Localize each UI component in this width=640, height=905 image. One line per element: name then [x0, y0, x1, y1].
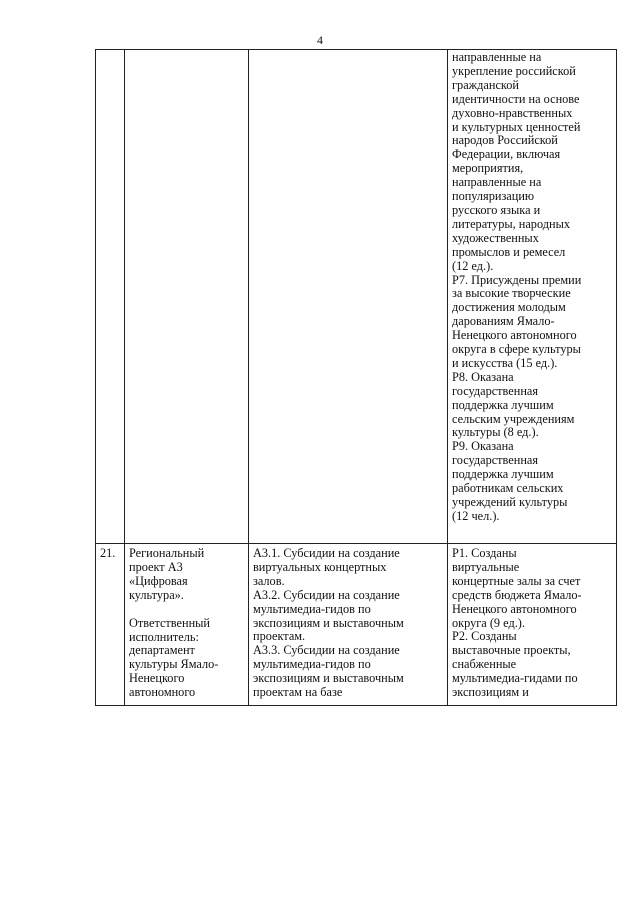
- result-text-line: государственная: [452, 453, 539, 468]
- result-text-line: учреждений культуры: [452, 495, 568, 509]
- executor-text-line: департамент: [129, 643, 195, 658]
- program-table: [95, 49, 617, 706]
- spacer: [129, 603, 244, 617]
- action-text-line: проектам на базе: [253, 685, 343, 700]
- result-text-line: экспозициям и: [452, 685, 529, 700]
- actions-cell: [249, 50, 448, 544]
- result-text-line: промыслов и ремесел: [452, 244, 566, 259]
- result-text-line: Р7. Присуждены премии: [452, 272, 582, 287]
- result-text-line: направленные на: [452, 175, 542, 190]
- results-cell: [448, 50, 617, 544]
- result-text-line: выставочные проекты,: [452, 643, 571, 658]
- executor-text-line: Ответственный: [129, 615, 210, 630]
- executor-text-line: Ненецкого: [129, 671, 185, 686]
- action-text-line: экспозициям и выставочным: [253, 615, 404, 630]
- results-cell: [448, 544, 617, 706]
- page-number: 4: [317, 33, 323, 47]
- result-text-line: Р9. Оказана: [452, 439, 514, 454]
- action-text-line: залов.: [253, 573, 285, 588]
- action-text-line: А3.2. Субсидии на создание: [253, 587, 400, 602]
- action-text-line: проектам.: [253, 629, 306, 644]
- result-text-line: направленные на: [452, 50, 542, 64]
- result-text-line: русского языка и: [452, 202, 541, 217]
- result-text-line: округа (9 ед.).: [452, 615, 525, 630]
- action-text-line: мультимедиа-гидов по: [253, 601, 371, 616]
- result-text-line: дарованиям Ямало-: [452, 314, 555, 329]
- result-text-line: сельским учреждениям: [452, 411, 575, 426]
- action-text-line: мультимедиа-гидов по: [253, 657, 371, 672]
- actions-cell: [249, 544, 448, 706]
- project-text-line: проект А3: [129, 559, 183, 574]
- project-text-line: культура».: [129, 587, 184, 602]
- action-text-line: А3.3. Субсидии на создание: [253, 643, 400, 658]
- result-text-line: работникам сельских: [452, 481, 564, 496]
- result-text-line: Ненецкого автономного: [452, 328, 577, 343]
- table-row: [96, 544, 617, 706]
- project-text-line: Региональный: [129, 546, 205, 560]
- result-text-line: мультимедиа-гидами по: [452, 671, 578, 686]
- result-text-line: культуры (8 ед.).: [452, 425, 539, 440]
- result-text-line: и культурных ценностей: [452, 119, 581, 134]
- result-text-line: литературы, народных: [452, 216, 570, 231]
- action-text-line: виртуальных концертных: [253, 559, 387, 574]
- result-text-line: поддержка лучшим: [452, 467, 554, 482]
- result-text-line: популяризацию: [452, 189, 535, 204]
- result-text-line: поддержка лучшим: [452, 397, 554, 412]
- result-text-line: Р2. Созданы: [452, 629, 517, 644]
- row-number: 21.: [100, 546, 116, 560]
- result-text-line: мероприятия,: [452, 161, 524, 176]
- result-text-line: гражданской: [452, 77, 519, 92]
- result-text-line: округа в сфере культуры: [452, 342, 581, 357]
- project-text-line: «Цифровая: [129, 573, 188, 588]
- result-text-line: укрепление российской: [452, 63, 576, 78]
- executor-text-line: исполнитель:: [129, 629, 199, 644]
- result-text-line: Федерации, включая: [452, 147, 561, 162]
- result-text-line: средств бюджета Ямало-: [452, 587, 582, 602]
- executor-text-line: автономного: [129, 685, 196, 700]
- result-text-line: художественных: [452, 230, 539, 245]
- executor-text-line: культуры Ямало-: [129, 657, 219, 672]
- action-text-line: А3.1. Субсидии на создание: [253, 546, 400, 560]
- result-text-line: достижения молодым: [452, 300, 566, 315]
- result-text-line: снабженные: [452, 657, 517, 672]
- result-text-line: Р1. Созданы: [452, 546, 517, 560]
- project-cell: [125, 544, 249, 706]
- result-text-line: идентичности на основе: [452, 91, 580, 106]
- result-text-line: духовно-нравственных: [452, 105, 573, 120]
- result-text-line: концертные залы за счет: [452, 573, 581, 588]
- result-text-line: Р8. Оказана: [452, 369, 514, 384]
- result-text-line: народов Российской: [452, 133, 558, 148]
- result-text-line: Ненецкого автономного: [452, 601, 577, 616]
- result-text-line: (12 ед.).: [452, 258, 494, 273]
- project-cell: [125, 50, 249, 544]
- result-text-line: за высокие творческие: [452, 286, 571, 301]
- number-cell: [96, 50, 125, 544]
- result-text-line: (12 чел.).: [452, 508, 500, 523]
- result-text-line: виртуальные: [452, 559, 520, 574]
- table-row: [96, 50, 617, 544]
- number-cell: [96, 544, 125, 706]
- result-text-line: и искусства (15 ед.).: [452, 355, 558, 370]
- action-text-line: экспозициям и выставочным: [253, 671, 404, 686]
- result-text-line: государственная: [452, 383, 539, 398]
